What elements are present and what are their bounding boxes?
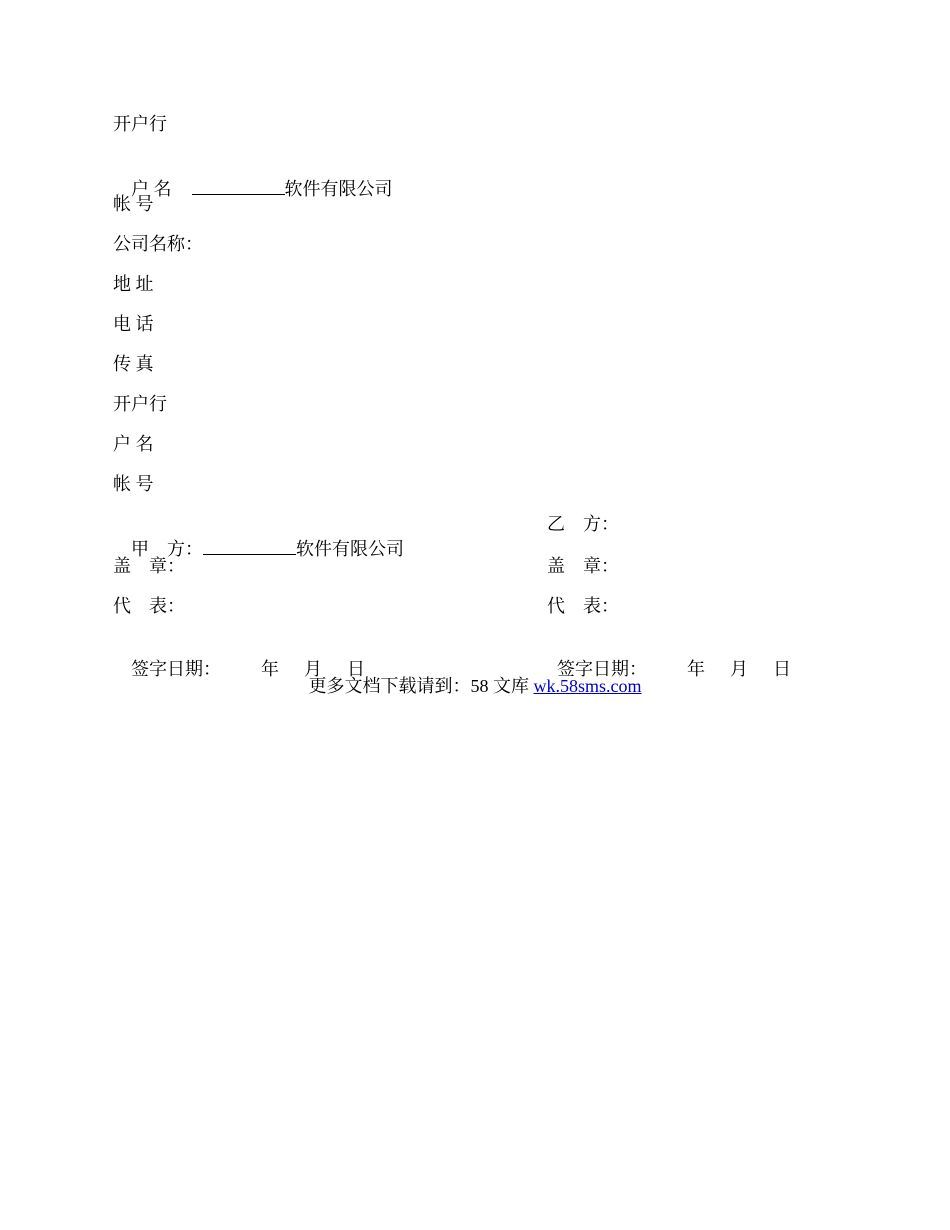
phone-label: 电 话 bbox=[113, 314, 154, 334]
account-name-label-2: 户 名 bbox=[113, 434, 154, 454]
party-a-label: 甲 方： bbox=[131, 539, 203, 559]
party-a-seal-label: 盖 章： bbox=[113, 556, 185, 576]
party-a-day: 日 bbox=[347, 659, 365, 679]
party-b-seal-label: 盖 章： bbox=[547, 556, 619, 576]
party-a-line bbox=[113, 512, 404, 559]
party-b-label: 乙 方： bbox=[547, 514, 619, 534]
account-number-label-2: 帐 号 bbox=[113, 474, 154, 494]
party-a-name-blank bbox=[203, 536, 296, 555]
address-label: 地 址 bbox=[113, 274, 154, 294]
bank-label: 开户行 bbox=[113, 114, 167, 134]
party-b-month: 月 bbox=[730, 659, 748, 679]
party-b-date-label: 签字日期： bbox=[557, 659, 647, 679]
bank-label-2: 开户行 bbox=[113, 394, 167, 414]
party-a-date-line bbox=[113, 633, 365, 679]
account-name-label: 户 名 bbox=[131, 179, 172, 199]
party-b-date-line bbox=[539, 633, 791, 679]
party-a-month: 月 bbox=[304, 659, 322, 679]
account-name-line bbox=[113, 152, 393, 199]
fax-label: 传 真 bbox=[113, 354, 154, 374]
party-b-year: 年 bbox=[687, 659, 705, 679]
company-name-suffix: 软件有限公司 bbox=[284, 179, 393, 199]
footer-text: 更多文档下载请到：58 文库 bbox=[308, 676, 534, 696]
company-name-blank bbox=[192, 176, 285, 195]
company-name-label: 公司名称： bbox=[113, 234, 203, 254]
footer bbox=[0, 674, 950, 698]
account-number-label: 帐 号 bbox=[113, 194, 154, 214]
party-a-year: 年 bbox=[261, 659, 279, 679]
party-b-rep-label: 代 表： bbox=[547, 596, 619, 616]
party-a-date-label: 签字日期： bbox=[131, 659, 221, 679]
party-a-rep-label: 代 表： bbox=[113, 596, 185, 616]
party-a-name-suffix: 软件有限公司 bbox=[296, 539, 404, 559]
footer-link[interactable]: wk.58sms.com bbox=[533, 676, 642, 696]
party-b-day: 日 bbox=[773, 659, 791, 679]
